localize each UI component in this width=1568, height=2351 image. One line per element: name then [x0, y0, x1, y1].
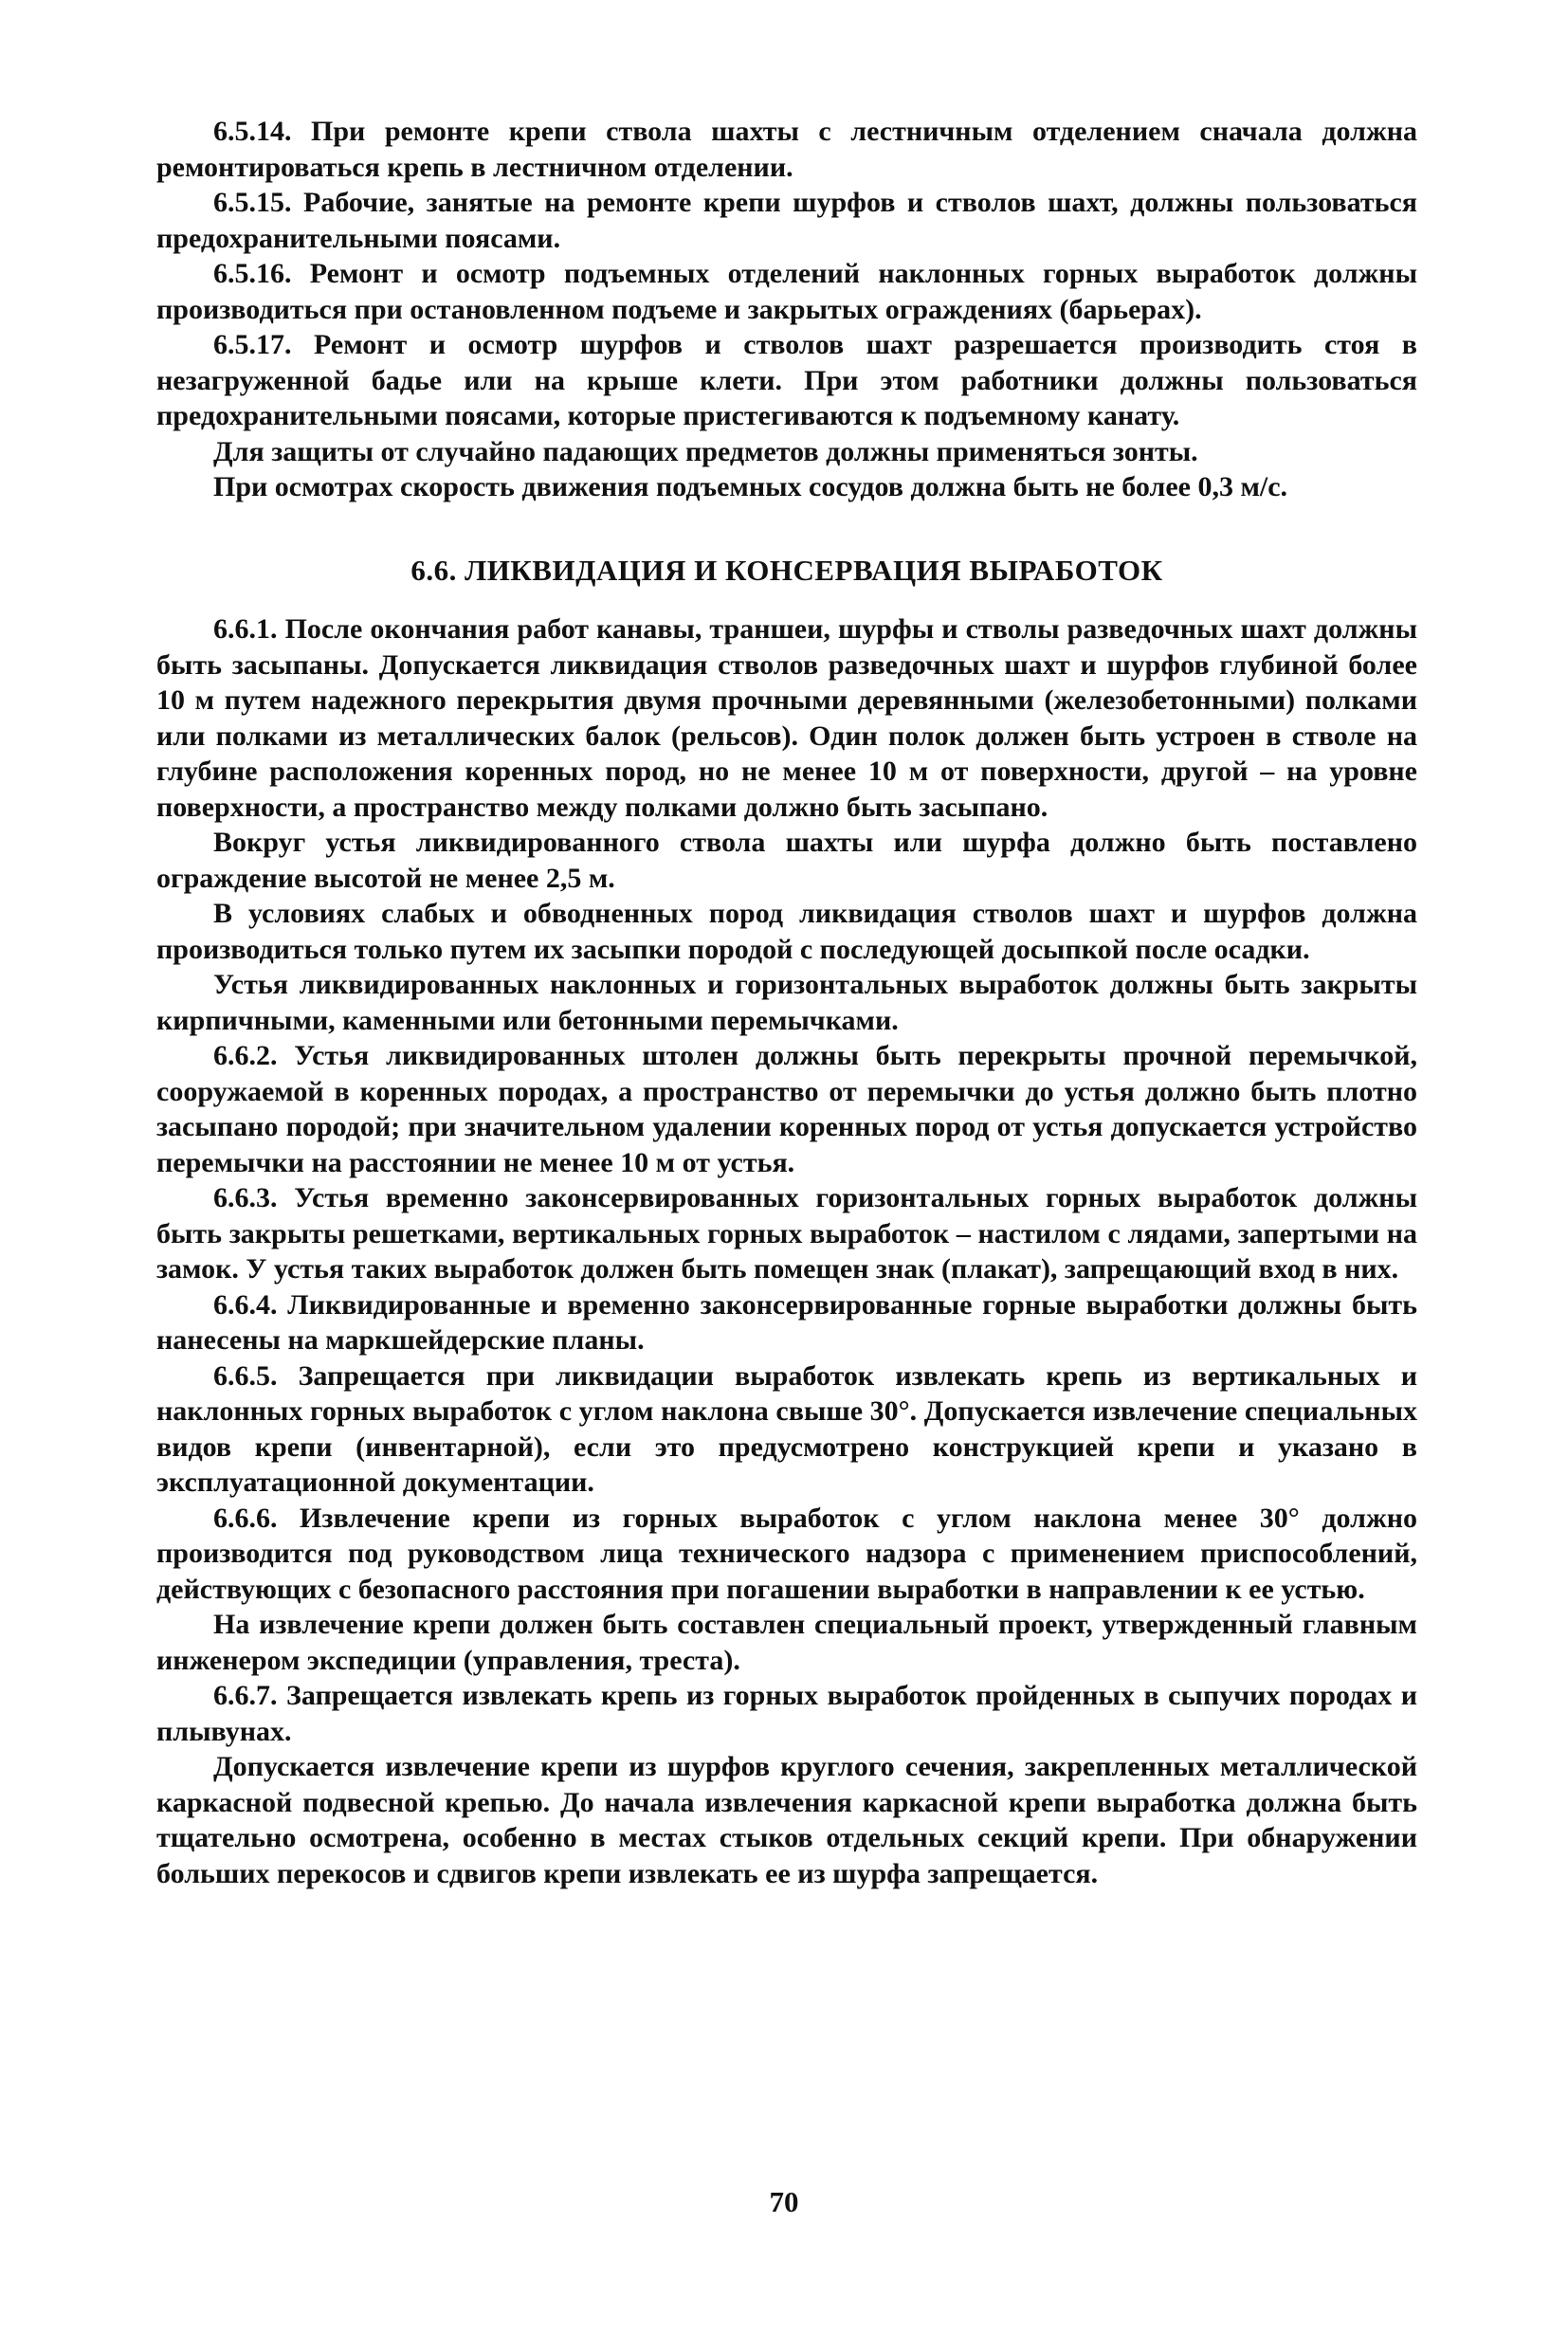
paragraph-6-6-6: 6.6.6. Извлечение крепи из горных выработок с углом наклона менее 30° должно производится под руководством лица технического надзора с применением приспособлений, действующих с безопасного расстояния при погашении выработки в направлении к ее устью. — [156, 1502, 1417, 1605]
paragraph-weak-rocks: В условиях слабых и обводненных пород ликвидация стволов шахт и шурфов должна производиться только путем их засыпки породой с последующей досыпкой после осадки. — [156, 898, 1417, 965]
paragraph-6-5-17: 6.5.17. Ремонт и осмотр шурфов и стволов шахт разрешается производить стоя в незагруженной бадье или на крыше клети. При этом работники должны пользоваться предохранительными поясами, которые пристегиваются к подъемному канату. — [156, 329, 1417, 431]
paragraph-6-6-4: 6.6.4. Ликвидированные и временно законсервированные горные выработки должны быть нанесены на маркшейдерские планы. — [156, 1288, 1417, 1356]
paragraph-6-6-2: 6.6.2. Устья ликвидированных штолен должны быть перекрыты прочной перемычкой, сооружаемой в коренных породах, а пространство от перемычки до устья должно быть плотно засыпано породой; при значительном удалении коренных пород от устья допускается устройство перемычки на расстоянии не менее 10 м от устья. — [156, 1040, 1417, 1178]
paragraph-frame-support: Допускается извлечение крепи из шурфов круглого сечения, закрепленных металлической каркасной подвесной крепью. До начала извлечения каркасной крепи выработка должна быть тщательно осмотрена, особенно в местах стыков отдельных секций крепи. При обнаружении больших перекосов и сдвигов крепи извлекать ее из шурфа запрещается. — [156, 1751, 1417, 1889]
page-number: 70 — [769, 2185, 799, 2218]
paragraph-special-project: На извлечение крепи должен быть составлен специальный проект, утвержденный главным инженером экспедиции (управления, треста). — [156, 1609, 1417, 1676]
section-title: 6.6. ЛИКВИДАЦИЯ И КОНСЕРВАЦИЯ ВЫРАБОТОК — [410, 553, 1163, 587]
paragraph-umbrellas: Для защиты от случайно падающих предметов должны применяться зонты. — [213, 435, 1198, 467]
paragraph-6-5-15: 6.5.15. Рабочие, занятые на ремонте крепи шурфов и стволов шахт, должны пользоваться предохранительными поясами. — [156, 187, 1417, 254]
paragraph-6-6-1: 6.6.1. После окончания работ канавы, траншеи, шурфы и стволы разведочных шахт должны быть засыпаны. Допускается ликвидация стволов разведочных шахт и шурфов глубиной более 10 м путем надежного перекрытия двумя прочными деревянными (железобетонными) полками или полками из металлических балок (рельсов). Один полок должен быть устроен в стволе на глубине расположения коренных пород, но не менее 10 м от поверхности, другой – на уровне поверхности, а пространство между полками должно быть засыпано. — [156, 613, 1417, 823]
document-page — [156, 114, 1417, 1891]
paragraph-6-5-16: 6.5.16. Ремонт и осмотр подъемных отделений наклонных горных выработок должны производиться при остановленном подъеме и закрытых ограждениях (барьерах). — [156, 258, 1417, 325]
paragraph-inspection-speed: При осмотрах скорость движения подъемных сосудов должна быть не более 0,3 м/с. — [213, 471, 1288, 502]
paragraph-fence: Вокруг устья ликвидированного ствола шахты или шурфа должно быть поставлено ограждение высотой не менее 2,5 м. — [156, 827, 1417, 894]
paragraph-6-6-5: 6.6.5. Запрещается при ликвидации выработок извлекать крепь из вертикальных и наклонных горных выработок с углом наклона свыше 30°. Допускается извлечение специальных видов крепи (инвентарной), если это предусмотрено конструкцией крепи и указано в эксплуатационной документации. — [156, 1359, 1417, 1498]
paragraph-6-5-14: 6.5.14. При ремонте крепи ствола шахты с лестничным отделением сначала должна ремонтироваться крепь в лестничном отделении. — [156, 116, 1417, 183]
paragraph-bulkheads: Устья ликвидированных наклонных и горизонтальных выработок должны быть закрыты кирпичными, каменными или бетонными перемычками. — [156, 969, 1417, 1036]
paragraph-6-6-3: 6.6.3. Устья временно законсервированных горизонтальных горных выработок должны быть закрыты решетками, вертикальных горных выработок – настилом с лядами, запертыми на замок. У устья таких выработок должен быть помещен знак (плакат), запрещающий вход в них. — [156, 1182, 1417, 1285]
paragraph-6-6-7: 6.6.7. Запрещается извлекать крепь из горных выработок пройденных в сыпучих породах и плывунах. — [156, 1680, 1417, 1747]
